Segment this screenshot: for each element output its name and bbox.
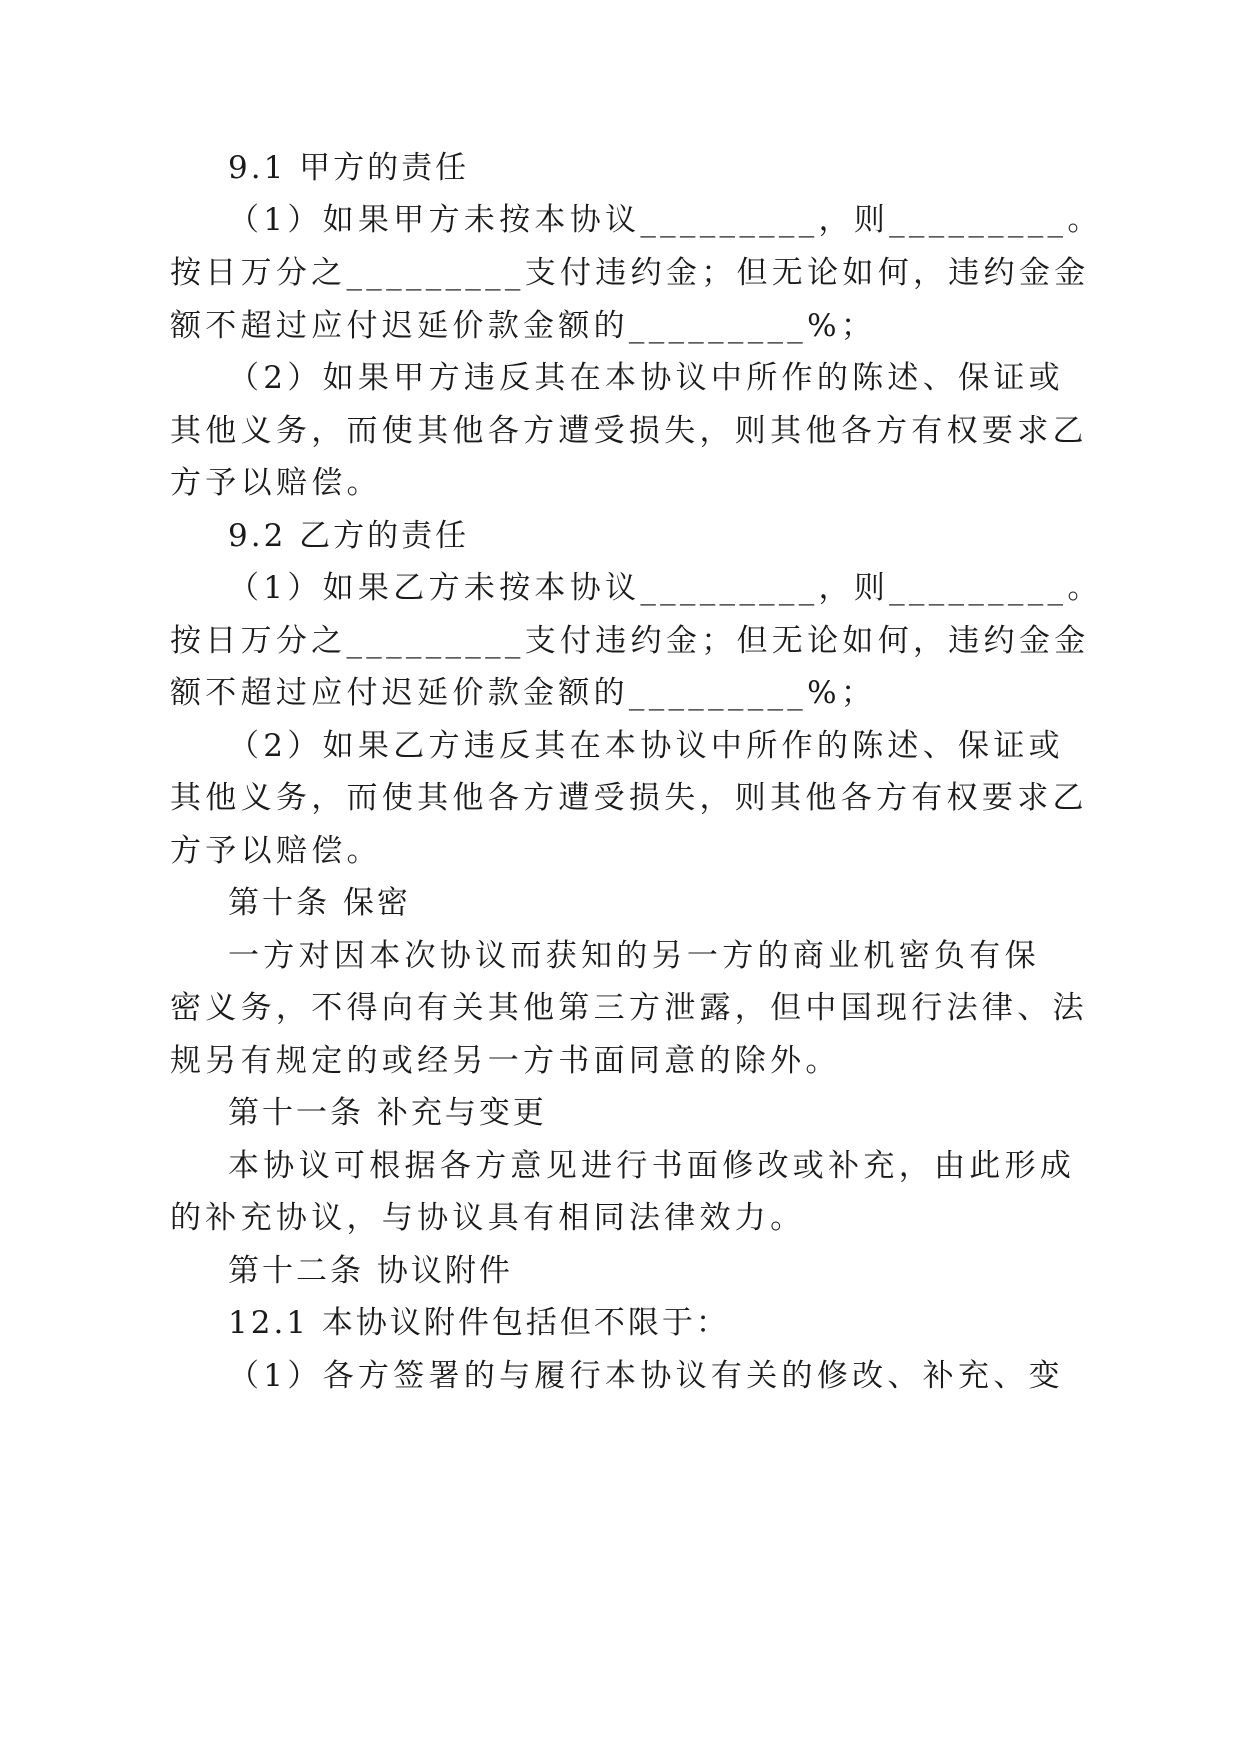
paragraph-line: 方予以赔偿。 bbox=[170, 833, 382, 869]
paragraph-line: 其他义务，而使其他各方遭受损失，则其他各方有权要求乙 bbox=[170, 780, 1088, 816]
paragraph-line: （2）如果乙方违反其在本协议中所作的陈述、保证或 bbox=[228, 728, 1064, 764]
paragraph-line: （2）如果甲方违反其在本协议中所作的陈述、保证或 bbox=[228, 360, 1064, 396]
paragraph-line: （1）如果甲方未按本协议_________，则_________。 bbox=[228, 202, 1103, 238]
paragraph-line: 按日万分之_________支付违约金；但无论如何，违约金金 bbox=[170, 623, 1090, 659]
paragraph-line: 额不超过应付迟延价款金额的_________%； bbox=[170, 308, 877, 344]
paragraph-line: 本协议可根据各方意见进行书面修改或补充，由此形成 bbox=[228, 1148, 1076, 1184]
article-11-title: 第十一条 补充与变更 bbox=[228, 1095, 547, 1131]
paragraph-line: 按日万分之_________支付违约金；但无论如何，违约金金 bbox=[170, 255, 1090, 291]
article-12-title: 第十二条 协议附件 bbox=[228, 1253, 513, 1289]
section-9-1-title: 9.1 甲方的责任 bbox=[228, 150, 470, 186]
article-10-title: 第十条 保密 bbox=[228, 885, 411, 921]
paragraph-line: 的补充协议，与协议具有相同法律效力。 bbox=[170, 1200, 806, 1236]
paragraph-line: 其他义务，而使其他各方遭受损失，则其他各方有权要求乙 bbox=[170, 413, 1088, 449]
paragraph-line: （1）如果乙方未按本协议_________，则_________。 bbox=[228, 570, 1103, 606]
paragraph-line: 规另有规定的或经另一方书面同意的除外。 bbox=[170, 1043, 841, 1079]
clause-12-1: 12.1 本协议附件包括但不限于： bbox=[228, 1305, 730, 1341]
paragraph-line: 密义务，不得向有关其他第三方泄露，但中国现行法律、法 bbox=[170, 990, 1088, 1026]
section-9-2-title: 9.2 乙方的责任 bbox=[228, 518, 470, 554]
paragraph-line: 方予以赔偿。 bbox=[170, 465, 382, 501]
paragraph-line: 额不超过应付迟延价款金额的_________%； bbox=[170, 675, 877, 711]
paragraph-line: （1）各方签署的与履行本协议有关的修改、补充、变 bbox=[228, 1358, 1064, 1394]
paragraph-line: 一方对因本次协议而获知的另一方的商业机密负有保 bbox=[228, 938, 1040, 974]
